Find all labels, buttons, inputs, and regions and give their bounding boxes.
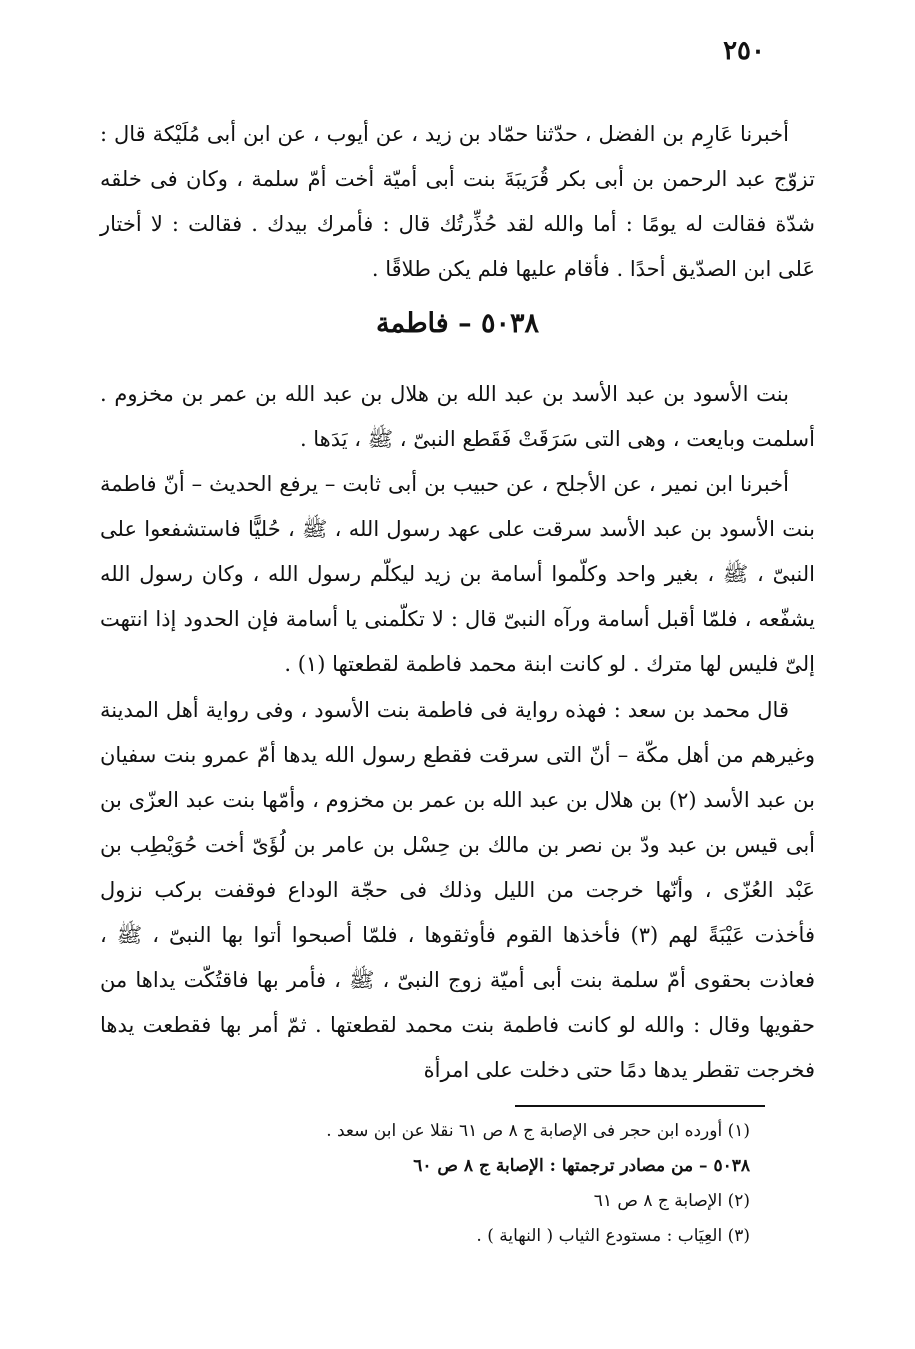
- paragraph-1: أخبرنا عَارِم بن الفضل ، حدّثنا حمّاد بن زيد ، عن أيوب ، عن ابن أبى مُلَيْكة قال : تزوّج عبد الرحمن بن أبى بكر قُرَيبَةَ بنت أبى أميّة أخت أمّ سلمة ، وكان فى خلقه شدّة فقالت له يومًا : أما والله لقد حُذِّرتُك قال : فأمرك بيدك . فقالت : لا أختار عَلى ابن الصدّيق أحدًا . فأقام عليها فلم يكن طلاقًا .: [100, 122, 815, 281]
- paragraph-2: بنت الأسود بن عبد الأسد بن عبد الله بن هلال بن عبد الله بن عمر بن مخزوم . أسلمت وبايعت ، وهى التى سَرَقَتْ فَقَطع النبىّ ، ﷺ ، يَدَها .: [100, 382, 815, 451]
- footnote-sources: ٥٠٣٨ – من مصادر ترجمتها : الإصابة ج ٨ ص ٦٠: [413, 1156, 750, 1176]
- footnote-3: (٣) العِيَاب : مستودع الثياب ( النهاية ) .: [476, 1226, 750, 1246]
- footnote-2: (٢) الإصابة ج ٨ ص ٦١: [593, 1191, 750, 1211]
- page-number: ٢٥٠: [723, 36, 765, 66]
- section-heading: ٥٠٣٨ – فاطمة: [375, 308, 540, 339]
- paragraph-4: قال محمد بن سعد : فهذه رواية فى فاطمة بنت الأسود ، وفى رواية أهل المدينة وغيرهم من أهل مكّة – أنّ التى سرقت فقطع رسول الله يدها أمّ عمرو بنت سفيان بن عبد الأسد (٢) بن هلال بن عبد الله بن عمر بن مخزوم ، وأمّها بنت عبد العزّى بن أبى قيس بن عبد ودّ بن نصر بن مالك بن حِسْل بن عامر بن لُؤَىّ أخت حُوَيْطِب بن عَبْد العُزّى ، وأنّها خرجت من الليل وذلك فى حجّة الوداع فوقفت بركب نزول فأخذت عَيْبَةً لهم (٣) فأخذها القوم فأوثقوها ، فلمّا أصبحوا أتوا بها النبىّ ، ﷺ ، فعاذت بحقوى أمّ سلمة بنت أبى أميّة زوج النبىّ ، ﷺ ، فأمر بها فاقتُكّت يداها من حقويها وقال : والله لو كانت فاطمة بنت محمد لقطعتها . ثمّ أمر بها فقطعت يدها فخرجت تقطر يدها دمًا حتى دخلت على امرأة: [100, 698, 815, 1082]
- footnote-1: (١) أورده ابن حجر فى الإصابة ج ٨ ص ٦١ نقلا عن ابن سعد .: [326, 1121, 750, 1141]
- footnotes: [100, 1114, 750, 1254]
- paragraph-3: أخبرنا ابن نمير ، عن الأجلح ، عن حبيب بن أبى ثابت – يرفع الحديث – أنّ فاطمة بنت الأسود بن عبد الأسد سرقت على عهد رسول الله ، ﷺ ، حُليًّا فاستشفعوا على النبىّ ، ﷺ ، بغير واحد وكلّموا أسامة بن زيد ليكلّم رسول الله ، وكان رسول الله يشفّعه ، فلمّا أقبل أسامة ورآه النبىّ قال : لا تكلّمنى يا أسامة فإن الحدود إذا انتهت إلىّ فليس لها مترك . لو كانت ابنة محمد فاطمة لقطعتها (١) .: [100, 472, 815, 676]
- footnote-divider: [515, 1105, 765, 1107]
